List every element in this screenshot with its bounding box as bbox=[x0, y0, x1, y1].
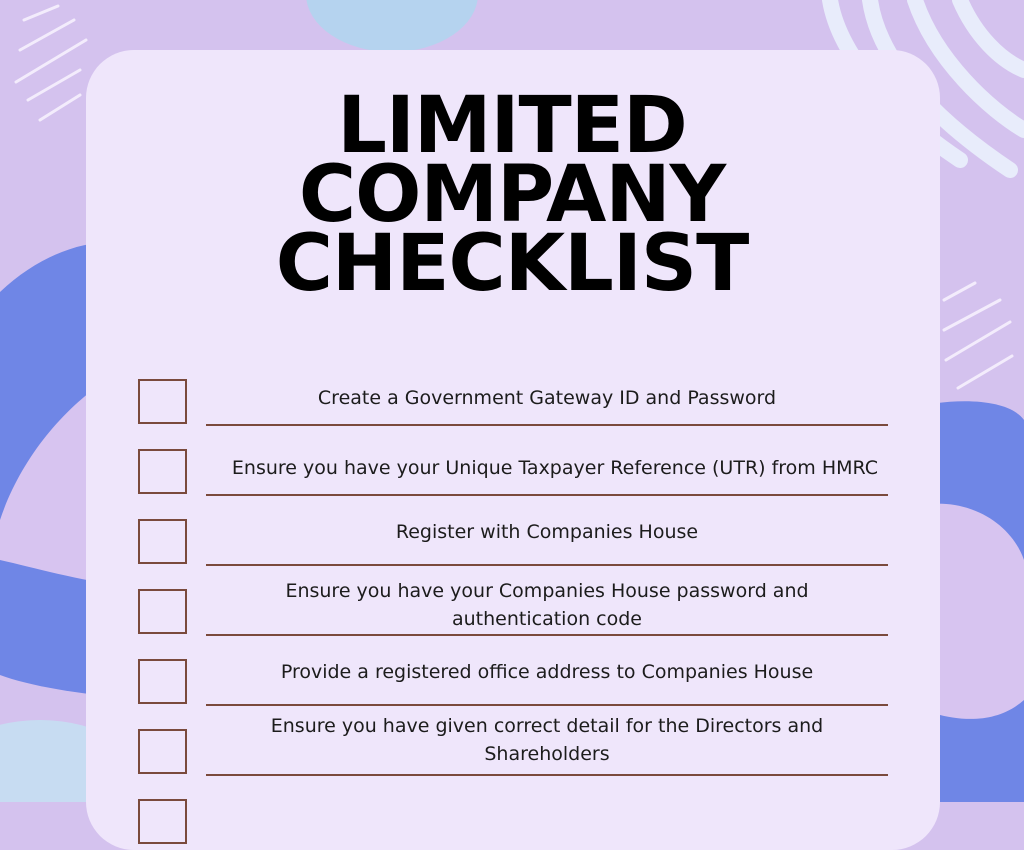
checklist-item-5-label: Provide a registered office address to Companies House bbox=[280, 661, 814, 683]
underline-item-4 bbox=[206, 634, 888, 636]
blob-top bbox=[306, 0, 478, 52]
underline-item-3 bbox=[206, 564, 888, 566]
checklist-item-3-label: Register with Companies House bbox=[395, 521, 699, 543]
underline-item-2 bbox=[206, 494, 888, 496]
title-line-3: CHECKLIST bbox=[275, 219, 749, 309]
checkbox-item-6[interactable] bbox=[138, 729, 187, 774]
checkbox-item-5[interactable] bbox=[138, 659, 187, 704]
checkbox-item-1[interactable] bbox=[138, 379, 187, 424]
checklist-item-6-label: Ensure you have given correct detail for the Directors and Shareholders bbox=[270, 715, 824, 765]
underline-item-1 bbox=[206, 424, 888, 426]
checkbox-item-3[interactable] bbox=[138, 519, 187, 564]
underline-item-5 bbox=[206, 704, 888, 706]
checklist-item-1-label: Create a Government Gateway ID and Password bbox=[317, 387, 777, 409]
underline-item-6 bbox=[206, 774, 888, 776]
checklist-item-4-label: Ensure you have your Companies House password and authentication code bbox=[285, 580, 809, 630]
checkbox-item-4[interactable] bbox=[138, 589, 187, 634]
checklist-item-2-label: Ensure you have your Unique Taxpayer Reference (UTR) from HMRC bbox=[231, 457, 879, 479]
page-title bbox=[0, 81, 1024, 309]
title-line-1: LIMITED bbox=[337, 81, 687, 171]
checkbox-item-7[interactable] bbox=[138, 799, 187, 844]
checkbox-item-2[interactable] bbox=[138, 449, 187, 494]
title-line-2: COMPANY bbox=[298, 150, 726, 240]
